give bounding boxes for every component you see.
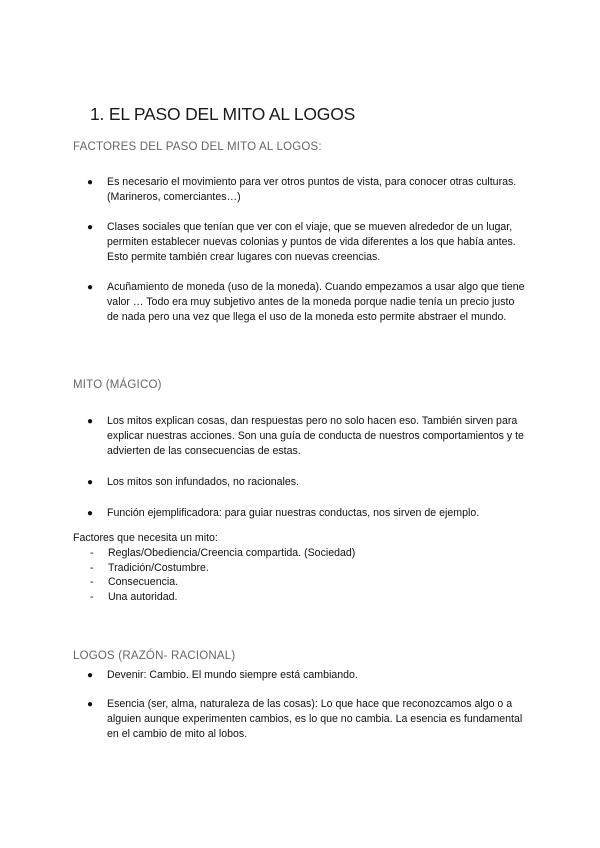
bullet-icon: ●	[87, 670, 94, 681]
bullet-icon: ●	[87, 282, 94, 293]
section-heading-factores: FACTORES DEL PASO DEL MITO AL LOGOS:	[73, 141, 322, 153]
dash-icon: -	[90, 547, 94, 559]
list-item: ● Esencia (ser, alma, naturaleza de las cosas): Lo que hace que reconozcamos algo o a alguien aunque experimenten cambios, es lo que no cambia. La esencia es fundamental en el cambio de mito al lobos.	[87, 698, 523, 740]
list-item: - Reglas/Obediencia/Creencia compartida. (Sociedad)	[90, 547, 356, 559]
page-title: 1. EL PASO DEL MITO AL LOGOS	[90, 104, 356, 124]
list-item: ● Los mitos son infundados, no racionales.	[87, 476, 299, 488]
bullet-icon: ●	[87, 477, 94, 488]
bullet-icon: ●	[87, 508, 94, 519]
list-item: ● Función ejemplificadora: para guiar nuestras conductas, nos sirven de ejemplo.	[87, 507, 480, 519]
mito-list	[85, 414, 525, 521]
list-item: - Consecuencia.	[90, 576, 179, 589]
list-item: ● Devenir: Cambio. El mundo siempre está cambiando.	[87, 669, 358, 681]
list-item: ● Los mitos explican cosas, dan respuestas pero no solo hacen eso. También sirven para explicar nuestras acciones. Son una guía de conducta de nuestros comportamientos y te advierten de las consecuencias de estas.	[87, 415, 524, 457]
bullet-icon: ●	[87, 416, 94, 427]
list-item: ● Clases sociales que tenían que ver con el viaje, que se mueven alrededor de un lugar, permiten establecer nuevas colonias y puntos de vida diferentes a los que había antes. Esto permite también crear lugares con nuevas creencias.	[87, 221, 516, 263]
factores-mito-label: Factores que necesita un mito:	[73, 532, 218, 544]
section-heading-logos: LOGOS (RAZÓN- RACIONAL)	[73, 650, 236, 662]
dash-icon: -	[90, 576, 94, 589]
dash-icon: -	[90, 561, 94, 574]
list-item: ● Es necesario el movimiento para ver otros puntos de vista, para conocer otras culturas. (Marineros, comerciantes…)	[87, 176, 517, 203]
list-item: - Tradición/Costumbre.	[90, 561, 209, 574]
dash-icon: -	[90, 590, 94, 603]
bullet-icon: ●	[87, 699, 94, 710]
bullet-icon: ●	[87, 177, 94, 188]
list-item: ● Acuñamiento de moneda (uso de la moneda). Cuando empezamos a usar algo que tiene valor … Todo era muy subjetivo antes de la moneda porque nadie tenía un precio justo de nada pero una vez que llega el uso de la moneda esto permite abstraer el mundo.	[87, 281, 525, 323]
factores-mito-list	[90, 546, 355, 604]
bullet-icon: ●	[87, 222, 94, 233]
section-heading-mito: MITO (MÁGICO)	[73, 379, 162, 391]
logos-list	[85, 668, 525, 742]
list-item: - Una autoridad.	[90, 590, 178, 603]
factores-list	[85, 175, 525, 325]
